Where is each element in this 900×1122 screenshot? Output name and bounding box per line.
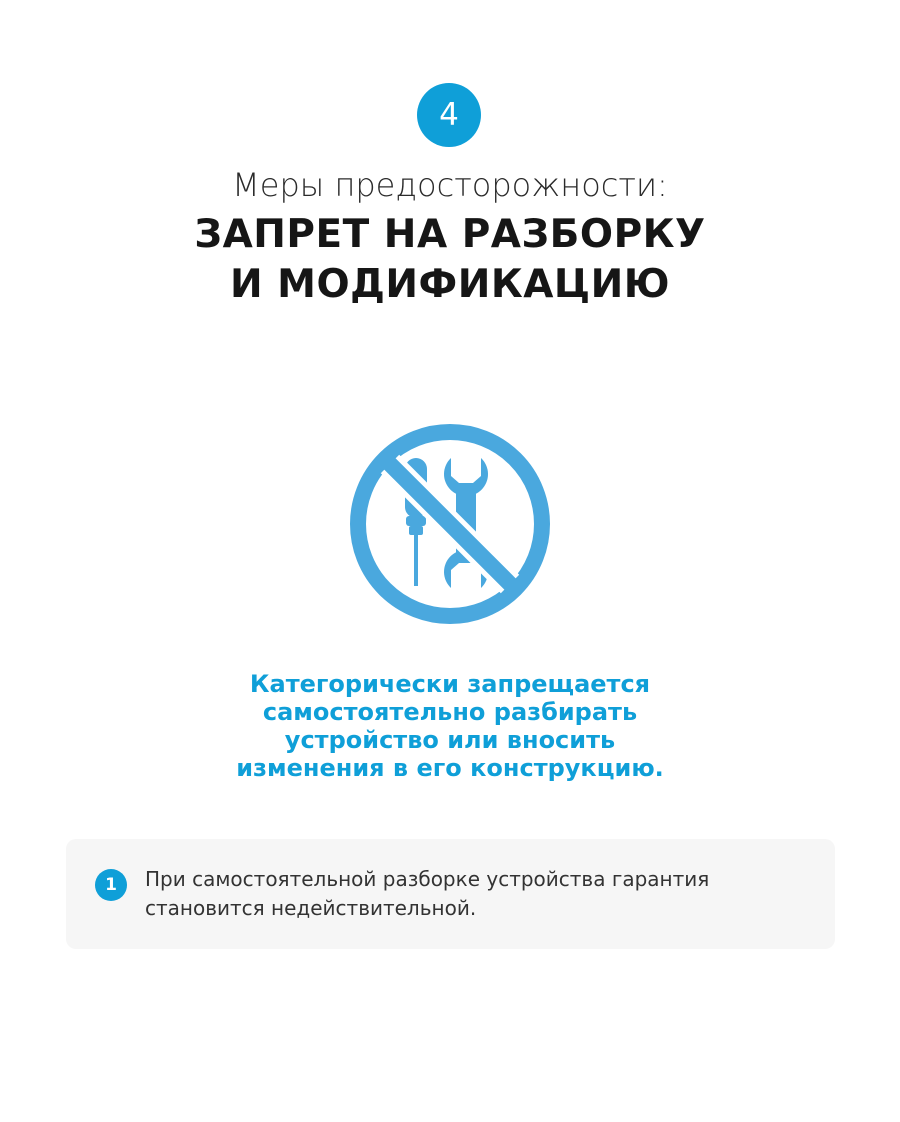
warning-line-4: изменения в его конструкцию.	[236, 754, 664, 782]
footnote-line-1: При самостоятельной разборке устройства гарантия	[145, 867, 710, 891]
warning-text	[0, 670, 900, 782]
page-title	[0, 210, 900, 310]
page-title-line-1: ЗАПРЕТ НА РАЗБОРКУ	[194, 212, 706, 257]
warning-line-3: устройство или вносить	[284, 726, 616, 754]
footnote-line-2: становится недействительной.	[145, 896, 477, 920]
section-subtitle: Меры предосторожности:	[232, 166, 668, 204]
footnote-number-badge: 1	[95, 869, 127, 901]
warning-line-1: Категорически запрещается	[249, 670, 651, 698]
page-title-line-2: И МОДИФИКАЦИЮ	[229, 262, 671, 307]
footnote-text	[145, 865, 785, 923]
warning-line-2: самостоятельно разбирать	[262, 698, 638, 726]
step-number-badge: 4	[417, 83, 481, 147]
footnote-box	[66, 839, 835, 949]
no-tools-icon	[348, 422, 552, 626]
